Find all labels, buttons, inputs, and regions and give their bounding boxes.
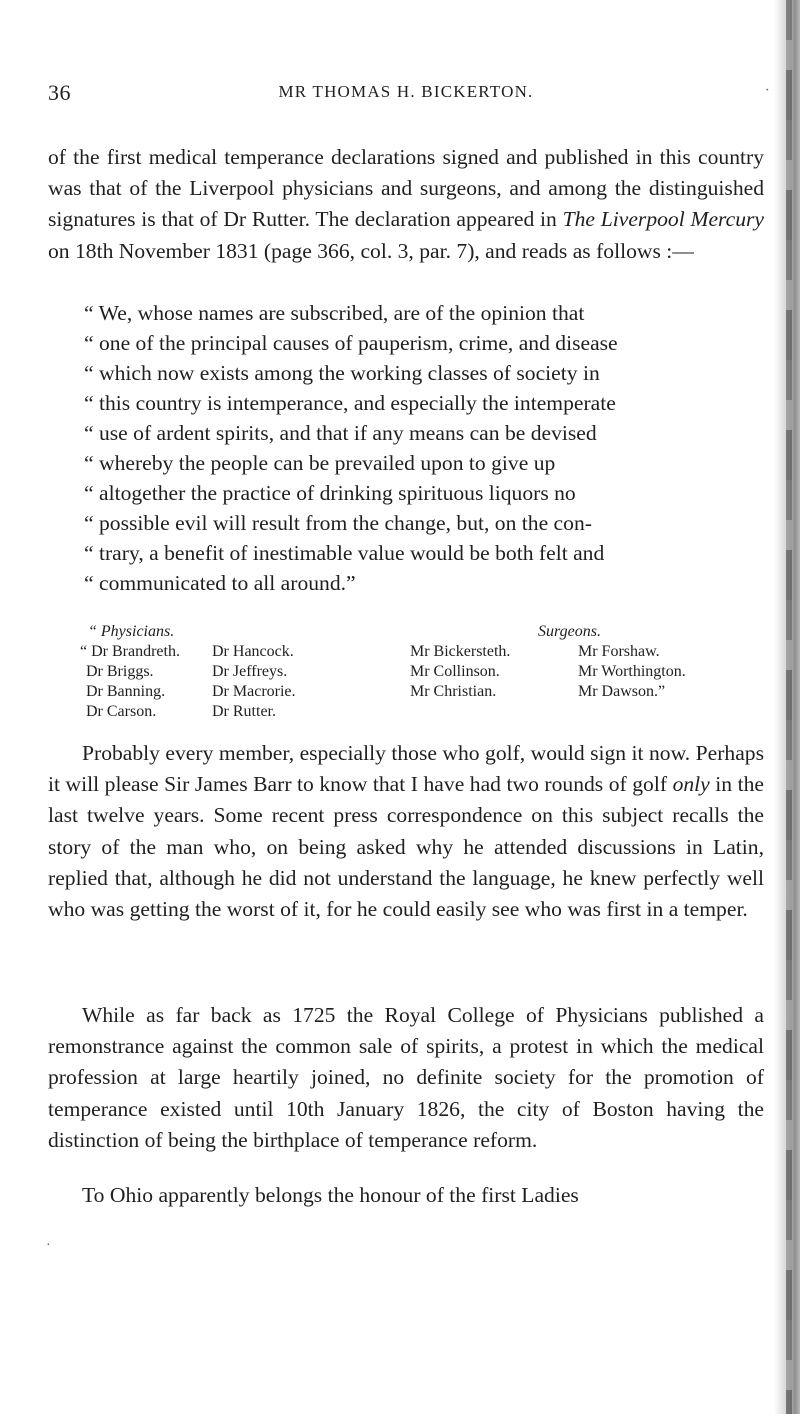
page-binding-edge bbox=[786, 0, 792, 1414]
quote-line: “ We, whose names are subscribed, are of the opinion that bbox=[84, 301, 585, 325]
quote-line: “ trary, a benefit of inestimable value would be both felt and bbox=[84, 541, 605, 565]
golf-emphasis: only bbox=[672, 772, 710, 797]
quote-line: “ this country is intemperance, and especially the intemperate bbox=[84, 391, 616, 415]
quote-line: “ possible evil will result from the change, but, on the con- bbox=[84, 511, 592, 535]
golf-paragraph bbox=[48, 738, 764, 925]
history-paragraph: While as far back as 1725 the Royal College of Physicians published a remonstrance against the common sale of spirits, a protest in which the medical profession at large heartily joined, no definite society for the promotion of temperance existed until 10th January 1826, the city of Boston having the distinction of being the birthplace of temperance reform. bbox=[48, 1003, 764, 1152]
physician-name: Dr Macrorie. bbox=[212, 683, 296, 700]
golf-text-a: Probably every member, especially those who golf, would sign it now. Perhaps it will please Sir James Barr to know that I have had two rounds of golf bbox=[48, 741, 764, 797]
physician-name: Dr Carson. bbox=[86, 703, 157, 720]
page-header bbox=[48, 80, 770, 112]
physicians-heading: “ Physicians. bbox=[88, 623, 175, 640]
quote-line: “ which now exists among the working classes of society in bbox=[84, 361, 600, 385]
golf-text-b: in the last twelve years. Some recent press correspondence on this subject recalls the story of the man who, on being asked why he attended discussions in Latin, replied that, although he did not understand the language, he knew perfectly well who was getting the worst of it, for he could easily see who was first in a temper. bbox=[48, 772, 764, 922]
surgeon-name: Mr Collinson. bbox=[410, 663, 500, 680]
surgeon-name: Mr Christian. bbox=[410, 683, 497, 700]
quote-line: “ communicated to all around.” bbox=[84, 571, 356, 595]
running-title: MR THOMAS H. BICKERTON. bbox=[278, 82, 534, 101]
header-margin-mark: · bbox=[764, 82, 770, 99]
physician-name: Dr Hancock. bbox=[212, 643, 294, 660]
physician-name: Dr Briggs. bbox=[86, 663, 154, 680]
ohio-paragraph: To Ohio apparently belongs the honour of the first Ladies bbox=[82, 1183, 579, 1207]
quote-line: “ use of ardent spirits, and that if any means can be devised bbox=[84, 421, 597, 445]
physician-name: “ Dr Brandreth. bbox=[80, 643, 180, 660]
quote-line: “ altogether the practice of drinking spirituous liquors no bbox=[84, 481, 576, 505]
surgeon-name: Mr Worthington. bbox=[578, 663, 686, 680]
intro-text-b: on 18th November 1831 (page 366, col. 3, par. 7), and reads as follows :— bbox=[48, 238, 694, 263]
margin-mark: · bbox=[46, 1238, 51, 1253]
surgeon-name: Mr Dawson.” bbox=[578, 683, 666, 700]
intro-paragraph bbox=[48, 142, 764, 267]
intro-newspaper-title: The Liverpool Mercury bbox=[562, 207, 764, 232]
intro-text-a: of the first medical temperance declarations signed and published in this country was that of the Liverpool physicians and surgeons, and among the distinguished signatures is that of Dr Rutter. The declaration appeared in bbox=[48, 145, 764, 232]
page-number: 36 bbox=[48, 80, 71, 105]
surgeon-name: Mr Bickersteth. bbox=[410, 643, 511, 660]
physician-name: Dr Jeffreys. bbox=[212, 663, 288, 680]
surgeons-heading: Surgeons. bbox=[538, 623, 601, 640]
quote-line: “ one of the principal causes of pauperism, crime, and disease bbox=[84, 331, 618, 355]
surgeon-name: Mr Forshaw. bbox=[578, 643, 660, 660]
physician-name: Dr Banning. bbox=[86, 683, 166, 700]
physician-name: Dr Rutter. bbox=[212, 703, 276, 720]
quote-line: “ whereby the people can be prevailed upon to give up bbox=[84, 451, 556, 475]
